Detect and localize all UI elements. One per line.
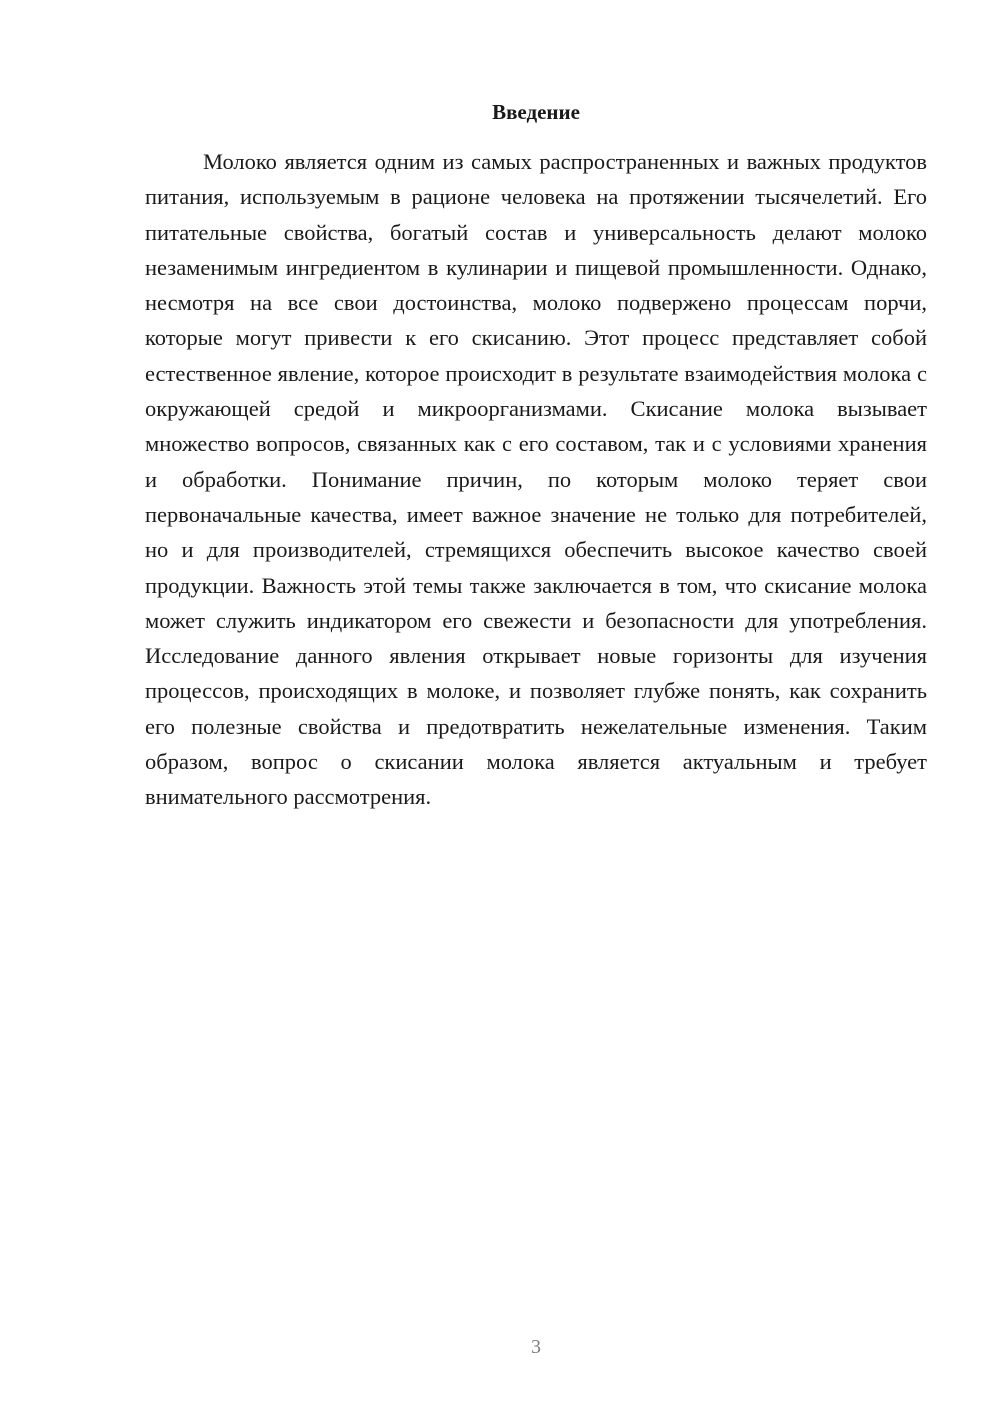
body-paragraph: Молоко является одним из самых распространенных и важных продуктов питания, используемым в рационе человека на протяжении тысячелетий. Его питательные свойства, богатый состав и универсальность делают молоко незаменимым ингредиентом в кулинарии и пищевой промышленности. Однако, несмотря на все свои достоинства, молоко подвержено процессам порчи, которые могут привести к его скисанию. Этот процесс представляет собой естественное явление, которое происходит в результате взаимодействия молока с окружающей средой и микроорганизмами. Скисание молока вызывает множество вопросов, связанных как с его составом, так и с условиями хранения и обработки. Понимание причин, по которым молоко теряет свои первоначальные качества, имеет важное значение не только для потребителей, но и для производителей, стремящихся обеспечить высокое качество своей продукции. Важность этой темы также заключается в том, что скисание молока может служить индикатором его свежести и безопасности для употребления. Исследование данного явления открывает новые горизонты для изучения процессов, происходящих в молоке, и позволяет глубже понять, как сохранить его полезные свойства и предотвратить нежелательные изменения. Таким образом, вопрос о скисании молока является актуальным и требует внимательного рассмотрения. [145, 149, 927, 810]
page-number: 3 [531, 1336, 541, 1358]
section-heading: Введение [492, 100, 580, 124]
